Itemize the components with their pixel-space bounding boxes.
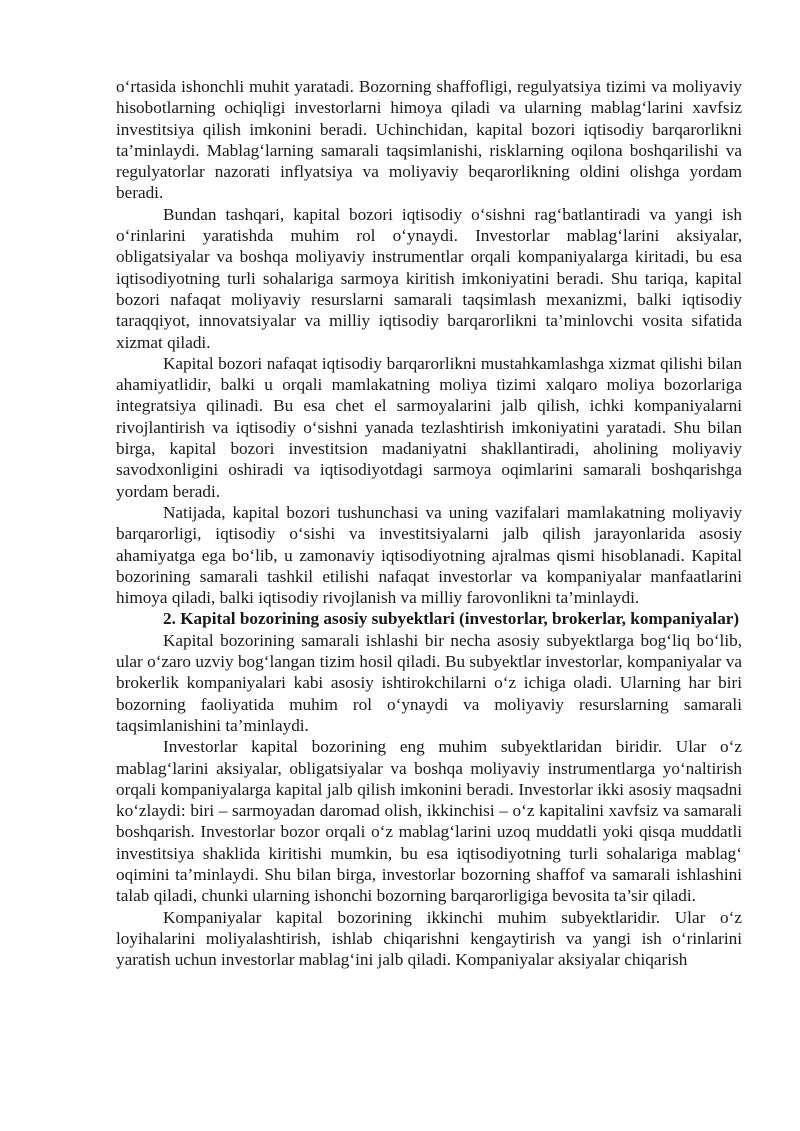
section-heading: 2. Kapital bozorining asosiy subyektlari (investorlar, brokerlar, kompaniyalar) [163, 609, 740, 629]
paragraph-4: Natijada, kapital bozori tushunchasi va uning vazifalari mamlakatning moliyaviy barqarorligi, iqtisodiy o‘sishi va investitsiyalarni jalb qilish jarayonlarida asosiy ahamiyatga ega bo‘lib, u zamonaviy iqtisodiyotning ajralmas qismi hisoblanadi. Kapital bozorining samarali tashkil etilishi nafaqat investorlar va kompaniyalar manfaatlarini himoya qiladi, balki iqtisodiy rivojlanish va milliy farovonlikni ta’minlaydi. [116, 502, 742, 608]
paragraph-1: o‘rtasida ishonchli muhit yaratadi. Bozorning shaffofligi, regulyatsiya tizimi va moliyaviy hisobotlarning ochiqligi investorlarni himoya qiladi va ularning mablag‘larini xavfsiz investitsiya qilish imkonini beradi. Uchinchidan, kapital bozori iqtisodiy barqarorlikni ta’minlaydi. Mablag‘larning samarali taqsimlanishi, risklarning oqilona boshqarilishi va regulyatorlar nazorati inflyatsiya va moliyaviy beqarorlikning oldini olishga yordam beradi. [116, 77, 742, 203]
paragraph-2: Bundan tashqari, kapital bozori iqtisodiy o‘sishni rag‘batlantiradi va yangi ish o‘rinlarini yaratishda muhim rol o‘ynaydi. Investorlar mablag‘larini aksiyalar, obligatsiyalar va boshqa moliyaviy instrumentlar orqali kompaniyalarga kiritadi, bu esa iqtisodiyotning turli sohalariga sarmoya kiritish imkoniyatini beradi. Shu tariqa, kapital bozori nafaqat moliyaviy resurslarni samarali taqsimlash mexanizmi, balki iqtisodiy taraqqiyot, innovatsiyalar va milliy iqtisodiy barqarorlikni ta’minlovchi vosita sifatida xizmat qiladi. [116, 204, 742, 352]
paragraph-6: Investorlar kapital bozorining eng muhim subyektlaridan biridir. Ular o‘z mablag‘larini aksiyalar, obligatsiyalar va boshqa moliyaviy instrumentlarga yo‘naltirish orqali kompaniyalarga kapital jalb qilish imkonini beradi. Investorlar ikki asosiy maqsadni ko‘zlaydi: biri – sarmoyadan daromad olish, ikkinchisi – o‘z kapitalini xavfsiz va samarali boshqarish. Investorlar bozor orqali o‘z mablag‘larini uzoq muddatli yoki qisqa muddatli investitsiya shaklida kiritishi mumkin, bu esa iqtisodiyotning turli sohalariga mablag‘ oqimini ta’minlaydi. Shu bilan birga, investorlar bozorning shaffof va samarali ishlashini talab qiladi, chunki ularning ishonchi bozorning barqarorligiga bevosita ta’sir qiladi. [116, 737, 742, 906]
paragraph-7: Kompaniyalar kapital bozorining ikkinchi muhim subyektlaridir. Ular o‘z loyihalarini moliyalashtirish, ishlab chiqarishni kengaytirish va yangi ish o‘rinlarini yaratish uchun investorlar mablag‘ini jalb qiladi. Kompaniyalar aksiyalar chiqarish [116, 907, 742, 970]
paragraph-5: Kapital bozorining samarali ishlashi bir necha asosiy subyektlarga bog‘liq bo‘lib, ular o‘zaro uzviy bog‘langan tizim hosil qiladi. Bu subyektlar investorlar, kompaniyalar va brokerlik kompaniyalari kabi asosiy ishtirokchilarni o‘z ichiga oladi. Ularning har biri bozorning faoliyatida muhim rol o‘ynaydi va moliyaviy resurslarning samarali taqsimlanishini ta’minlaydi. [116, 630, 742, 735]
document-page [116, 76, 742, 970]
paragraph-3: Kapital bozori nafaqat iqtisodiy barqarorlikni mustahkamlashga xizmat qilishi bilan ahamiyatlidir, balki u orqali mamlakatning moliya tizimi xalqaro moliya bozorlariga integratsiya qilinadi. Bu esa chet el sarmoyalarini jalb qilish, ichki kompaniyalarni rivojlantirish va iqtisodiy o‘sishni yanada tezlashtirish imkoniyatini yaratadi. Shu bilan birga, kapital bozori investitsion madaniyatni shakllantiradi, aholining moliyaviy savodxonligini oshiradi va iqtisodiyotdagi sarmoya oqimlarini samarali boshqarishga yordam beradi. [116, 353, 742, 501]
